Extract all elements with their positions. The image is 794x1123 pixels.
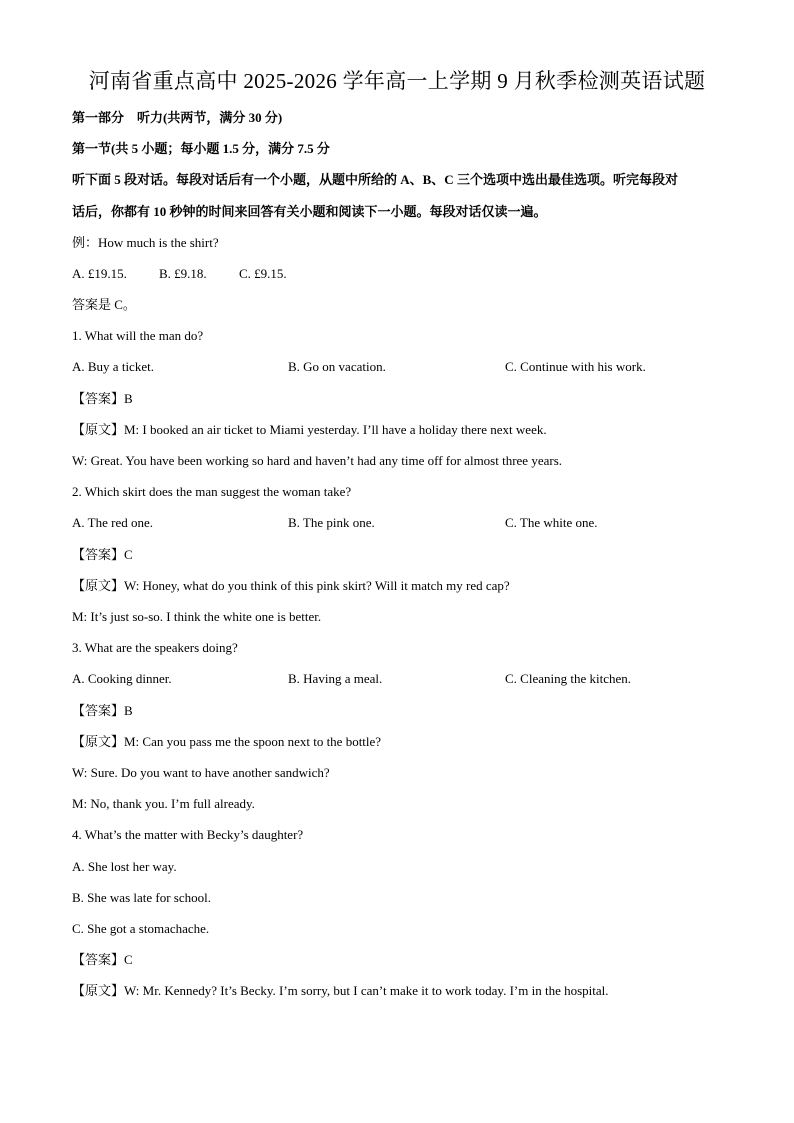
option-b: B. The pink one.: [288, 515, 375, 530]
transcript-line: 【原文】M: Can you pass me the spoon next to the bottle?: [72, 734, 382, 749]
example-option-c: C. £9.15.: [239, 266, 287, 281]
answer-4: 【答案】C: [72, 952, 133, 967]
example-option-a: A. £19.15.: [72, 266, 127, 281]
example-option-b: B. £9.18.: [159, 266, 207, 281]
option-c: C. Cleaning the kitchen.: [505, 671, 632, 686]
option-a: A. Cooking dinner.: [72, 671, 172, 686]
answer-2: 【答案】C: [72, 547, 133, 562]
option-c: C. The white one.: [505, 515, 598, 530]
instruction-line-1: 听下面 5 段对话。每段对话后有一个小题，从题中所给的 A、B、C 三个选项中选出最佳选项。听完每段对: [72, 172, 678, 187]
question-3-options: [72, 669, 732, 689]
transcript-line: M: It’s just so-so. I think the white one is better.: [72, 609, 322, 624]
option-c: C. She got a stomachache.: [72, 921, 210, 936]
option-a: A. The red one.: [72, 515, 153, 530]
answer-1: 【答案】B: [72, 391, 133, 406]
transcript-line: W: Great. You have been working so hard and haven’t had any time off for almost three years.: [72, 453, 563, 468]
question-3: 3. What are the speakers doing?: [72, 640, 238, 655]
transcript-line: M: No, thank you. I’m full already.: [72, 796, 255, 811]
option-b: B. Having a meal.: [288, 671, 383, 686]
option-a: A. She lost her way.: [72, 859, 177, 874]
option-b: B. Go on vacation.: [288, 359, 386, 374]
transcript-line: 【原文】W: Honey, what do you think of this pink skirt? Will it match my red cap?: [72, 578, 510, 593]
option-a: A. Buy a ticket.: [72, 359, 154, 374]
question-4: 4. What’s the matter with Becky’s daughter?: [72, 827, 304, 842]
example-answer: 答案是 C。: [72, 297, 136, 312]
example-question: 例：How much is the shirt?: [72, 235, 219, 250]
instruction-line-2: 话后，你都有 10 秒钟的时间来回答有关小题和阅读下一小题。每段对话仅读一遍。: [72, 204, 547, 219]
question-1: 1. What will the man do?: [72, 328, 204, 343]
transcript-line: W: Sure. Do you want to have another sandwich?: [72, 765, 330, 780]
option-b: B. She was late for school.: [72, 890, 212, 905]
part-heading: 第一部分 听力(共两节，满分 30 分): [72, 110, 283, 125]
option-c: C. Continue with his work.: [505, 359, 646, 374]
section-heading: 第一节(共 5 小题；每小题 1.5 分，满分 7.5 分: [72, 141, 330, 156]
answer-3: 【答案】B: [72, 703, 133, 718]
transcript-line: 【原文】W: Mr. Kennedy? It’s Becky. I’m sorry, but I can’t make it to work today. I’m in the hospital.: [72, 983, 609, 998]
transcript-line: 【原文】M: I booked an air ticket to Miami yesterday. I’ll have a holiday there next week.: [72, 422, 547, 437]
question-2: 2. Which skirt does the man suggest the woman take?: [72, 484, 352, 499]
page-title: 河南省重点高中 2025-2026 学年高一上学期 9 月秋季检测英语试题: [88, 69, 706, 93]
question-2-options: [72, 513, 732, 533]
question-1-options: [72, 357, 732, 377]
